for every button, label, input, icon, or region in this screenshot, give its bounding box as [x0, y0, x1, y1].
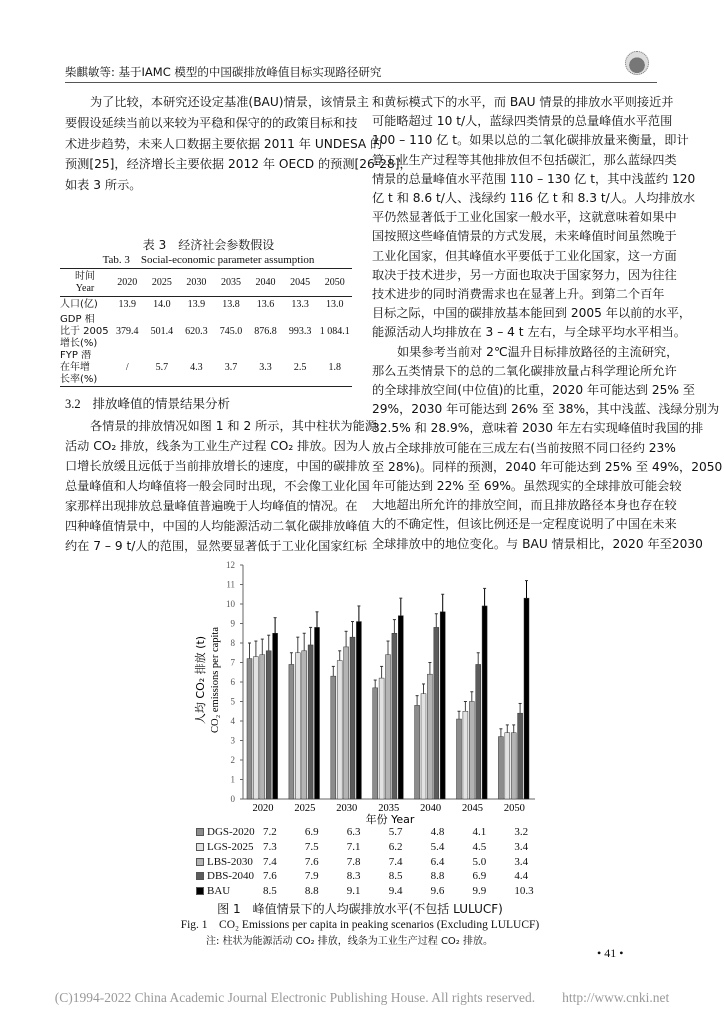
legend-series-name: LBS-2030 — [207, 855, 253, 868]
legend-value: 7.6 — [304, 855, 319, 868]
copyright-footer: (C)1994-2022 China Academic Journal Electronic Publishing House. All rights reserved. http://www.cnki.net — [54, 990, 670, 1005]
text-line: 总量峰值和人均峰值将一般会同时出现，不会像工业化国 — [65, 479, 370, 493]
bar-dbs-2040 — [308, 645, 313, 799]
legend-row — [196, 825, 536, 839]
text-line: 四种峰值情景中，中国的人均能源活动二氧化碳排放峰值 — [65, 519, 370, 533]
legend-value: 6.3 — [346, 826, 361, 838]
y-tick-label: 0 — [230, 794, 235, 804]
text-line: 年可能达到 22% 至 69%。虽然现实的全球排放可能会较 — [372, 479, 682, 493]
section-number: 3.2 — [65, 397, 81, 411]
figure-caption-cn: 图 1 峰值情景下的人均碳排放水平(不包括 LULUCF) — [217, 902, 503, 916]
text-line: 要假设延续当前以来较为平稳和保守的的政策目标和技 — [65, 115, 358, 130]
year-header-cn: 时间 — [75, 270, 95, 282]
x-tick-label: 2045 — [462, 803, 483, 814]
x-tick-label: 2040 — [420, 803, 442, 814]
table-cell: 4.3 — [190, 361, 203, 373]
bar-lgs-2025 — [295, 653, 300, 799]
table-cell: 876.8 — [254, 325, 277, 337]
bar-dgs-2020 — [415, 705, 420, 799]
text-line: 如果参考当前对 2℃温升目标排放路径的主流研究， — [397, 344, 679, 359]
text-line: 放占全球排放可能在三成左右(当前按照不同口径约 23% — [372, 440, 676, 455]
legend-row — [196, 869, 536, 883]
legend-series-name: DBS-2040 — [207, 870, 255, 883]
text-line: 可能略超过 10 t/人，蓝绿四类情景的总量峰值水平范围 — [372, 114, 673, 129]
bar-dbs-2040 — [476, 664, 481, 799]
x-tick-label: 2020 — [252, 803, 274, 814]
text-line: 平仍然显著低于工业化国家一般水平，这就意味着如果中 — [372, 210, 677, 225]
legend-row — [196, 884, 536, 898]
row-label-line: 比于 2005 — [60, 325, 109, 337]
table-cell: 1 084.1 — [319, 325, 350, 337]
legend-value: 3.2 — [514, 826, 529, 838]
text-line: 大的不确定性，但该比例还是一定程度说明了中国在未来 — [372, 517, 677, 532]
year-header-en: Year — [75, 282, 95, 294]
figure-note: 注: 柱状为能源活动 CO₂ 排放，线条为工业生产过程 CO₂ 排放。 — [206, 936, 493, 947]
table-cell: 3.7 — [224, 361, 238, 373]
legend-value: 9.6 — [430, 885, 445, 898]
legend-row — [196, 855, 536, 869]
bar-bau — [273, 633, 278, 799]
bar-dgs-2020 — [247, 659, 252, 799]
text-line: 和黄标模式下的水平，而 BAU 情景的排放水平则接近并 — [372, 95, 674, 109]
table-caption-cn: 表 3 经济社会参数假设 — [142, 238, 275, 252]
bar-lbs-2030 — [260, 655, 265, 799]
text-line: 至 28%)。同样的预测，2040 年可能达到 25% 至 49%，2050 — [372, 459, 723, 474]
table-cell: / — [125, 361, 129, 373]
bar-dgs-2020 — [373, 688, 378, 799]
legend-value: 6.9 — [304, 826, 319, 838]
year-column-header: 2050 — [324, 276, 345, 288]
legend-value: 7.4 — [263, 855, 277, 868]
x-tick-label: 2030 — [336, 803, 358, 814]
legend-value: 7.5 — [304, 840, 319, 853]
text-line: 工业化国家，但其峰值水平要低于工业化国家，这一方面 — [372, 248, 677, 263]
table-cell: 620.3 — [185, 325, 208, 337]
y-tick-label: 10 — [226, 599, 235, 609]
table-cell: 13.8 — [222, 299, 240, 311]
text-line: 目标之际，中国的碳排放基本能回到 2005 年以前的水平， — [372, 306, 692, 321]
bar-dgs-2020 — [457, 719, 462, 799]
text-line: 100 – 110 亿 t。如果以总的二氧化碳排放量来衡量，即计 — [372, 133, 689, 148]
y-tick-label: 11 — [226, 579, 235, 590]
text-line: 29%，2030 年可能达到 26% 至 38%，其中浅蓝、浅绿分别为 — [372, 402, 720, 417]
y-axis-title-cn: 人均 CO₂ 排放 (t) — [194, 635, 207, 725]
legend-value: 4.4 — [514, 870, 529, 883]
legend-value: 8.5 — [388, 870, 403, 883]
text-line: 那么五类情景下的总的二氧化碳排放量占科学理论所允许 — [372, 363, 677, 378]
year-column-header: 2045 — [290, 276, 311, 288]
bar-bau — [440, 612, 445, 799]
y-tick-label: 3 — [230, 735, 235, 746]
table-caption-en: Tab. 3 Social-economic parameter assumption — [102, 254, 315, 266]
legend-value: 5.0 — [472, 855, 487, 868]
bar-bau — [482, 606, 487, 799]
legend-value: 8.3 — [346, 870, 361, 883]
bar-bau — [524, 598, 529, 799]
text-line: 术进步趋势，未来人口数据主要依据 2011 年 UNDESA 的 — [65, 136, 383, 151]
bar-bau — [356, 622, 361, 799]
year-column-header: 2025 — [151, 276, 172, 288]
table-cell: 13.3 — [291, 299, 309, 311]
text-line: 活动 CO₂ 排放，线条为工业生产过程 CO₂ 排放。因为人 — [65, 439, 371, 453]
legend-series-name: BAU — [207, 885, 231, 898]
legend-value: 9.9 — [472, 885, 487, 898]
legend-swatch — [196, 843, 204, 851]
legend-value: 9.4 — [388, 885, 403, 898]
legend-value: 10.3 — [514, 885, 534, 898]
legend-value: 6.4 — [430, 855, 445, 868]
y-tick-label: 7 — [230, 657, 235, 668]
table-cell: 745.0 — [219, 325, 243, 337]
bar-lbs-2030 — [469, 702, 474, 800]
y-tick-label: 9 — [230, 618, 235, 629]
table-cell: 2.5 — [293, 361, 307, 373]
legend-value: 7.8 — [346, 855, 361, 868]
legend-swatch — [196, 872, 204, 880]
table-cell: 13.9 — [187, 299, 206, 311]
y-tick-label: 2 — [230, 755, 235, 765]
legend-value: 4.5 — [472, 840, 487, 853]
table-cell: 13.0 — [325, 299, 344, 311]
table-cell: 14.0 — [153, 299, 171, 311]
bar-dbs-2040 — [350, 637, 355, 799]
table-cell: 1.8 — [328, 361, 341, 373]
x-tick-label: 2035 — [378, 803, 400, 814]
row-label-line: 增长(%) — [60, 337, 98, 349]
text-line: 预测[25]，经济增长主要依据 2012 年 OECD 的预测[26-28]， — [65, 157, 412, 172]
row-label-line: 长率(%) — [60, 373, 98, 385]
legend-value: 4.1 — [472, 826, 487, 838]
legend-value: 5.7 — [388, 826, 403, 838]
row-label-line: 在年增 — [60, 361, 90, 373]
text-line: 全球排放中的地位变化。与 BAU 情景相比，2020 年至2030 — [372, 536, 703, 551]
text-line: 取决于技术进步，另一方面也取决于国家努力，因为往往 — [372, 267, 677, 282]
section-title: 排放峰值的情景结果分析 — [92, 396, 231, 411]
running-title: 柴麒敏等: 基于IAMC 模型的中国碳排放峰值目标实现路径研究 — [65, 65, 382, 79]
bar-lgs-2025 — [421, 694, 426, 799]
bar-lgs-2025 — [379, 678, 384, 799]
y-tick-label: 5 — [230, 696, 235, 707]
bar-dgs-2020 — [498, 737, 503, 799]
text-line: 国按照这些峰值情景的方式发展，未来峰值时间虽然晚于 — [372, 229, 677, 244]
legend-value: 8.8 — [430, 870, 445, 883]
row-label-line: FYP 潜 — [60, 349, 92, 361]
x-tick-label: 2025 — [294, 803, 316, 814]
legend-value: 5.4 — [430, 840, 445, 853]
bar-dbs-2040 — [518, 713, 523, 799]
legend-row — [196, 840, 536, 854]
bar-lbs-2030 — [386, 655, 391, 799]
text-line: 算工业生产过程等其他排放但不包括碳汇，那么蓝绿四类 — [372, 152, 677, 167]
year-column-header: 2030 — [186, 276, 207, 288]
table-cell: 13.9 — [118, 299, 137, 311]
legend-value: 8.8 — [304, 885, 319, 898]
bar-bau — [398, 616, 403, 799]
table-cell: 3.3 — [259, 361, 272, 373]
text-line: 口增长放缓且远低于当前排放增长的速度，中国的碳排放 — [65, 459, 370, 473]
legend-value: 9.1 — [346, 885, 361, 898]
y-axis-title-en: CO₂ emissions per capita — [210, 626, 221, 734]
table-cell: 501.4 — [150, 325, 174, 337]
y-tick-label: 4 — [230, 716, 235, 726]
text-line: 如表 3 所示。 — [65, 178, 142, 193]
text-line: 为了比较，本研究还设定基准(BAU)情景，该情景主 — [90, 95, 369, 109]
legend-value: 7.2 — [263, 826, 277, 838]
bar-bau — [315, 627, 320, 799]
text-line: 技术进步的同时消费需求也在显著上升。到第二个百年 — [372, 287, 665, 301]
text-line: 的全球排放空间(中位值)的比重，2020 年可能达到 25% 至 — [372, 383, 695, 397]
bar-dbs-2040 — [434, 627, 439, 799]
x-axis-title: 年份 Year — [365, 813, 415, 826]
text-line: 情景的总量峰值水平范围 110 – 130 亿 t，其中浅蓝约 120 — [372, 171, 696, 186]
bar-lbs-2030 — [302, 651, 307, 799]
text-line: 各情景的排放情况如图 1 和 2 所示，其中柱状为能源 — [90, 419, 377, 433]
page-number: • 41 • — [597, 946, 624, 960]
table-cell: 5.7 — [155, 361, 169, 373]
year-column-header: 2040 — [255, 276, 276, 288]
bar-lgs-2025 — [253, 657, 258, 799]
x-tick-label: 2050 — [503, 803, 525, 814]
row-label-line: 人口(亿) — [60, 299, 98, 311]
figure-caption-en: Fig. 1 CO₂ Emissions per capita in peaking scenarios (Excluding LULUCF) — [180, 919, 540, 931]
bar-lbs-2030 — [344, 647, 349, 799]
bar-dbs-2040 — [266, 651, 271, 799]
text-line: 大地超出所允许的排放空间，而且排放路径本身也存在较 — [372, 498, 677, 513]
year-column-header: 2020 — [117, 276, 138, 288]
y-tick-label: 8 — [230, 638, 235, 648]
bar-dgs-2020 — [331, 676, 336, 799]
text-line: 32.5% 和 28.9%，意味着 2030 年左右实现峰值时我国的排 — [372, 421, 704, 436]
legend-value: 7.4 — [388, 855, 403, 868]
y-tick-label: 6 — [230, 677, 235, 687]
text-line: 约在 7 – 9 t/人的范围，显然要显著低于工业化国家红标 — [65, 539, 367, 553]
bar-lgs-2025 — [505, 733, 510, 799]
legend-value: 7.9 — [304, 870, 319, 883]
legend-swatch — [196, 887, 204, 895]
y-tick-label: 12 — [226, 560, 235, 570]
row-label-line: GDP 相 — [60, 313, 95, 325]
legend-series-name: LGS-2025 — [207, 840, 254, 853]
legend-series-name: DGS-2020 — [207, 826, 255, 838]
bar-dgs-2020 — [289, 664, 294, 799]
text-line: 家那样出现排放总量峰值普遍晚于人均峰值的情况。在 — [65, 499, 358, 513]
year-column-header: 2035 — [220, 276, 241, 288]
bar-lbs-2030 — [427, 674, 432, 799]
legend-value: 8.5 — [263, 885, 277, 898]
table-cell: 993.3 — [288, 325, 312, 337]
bar-lgs-2025 — [337, 661, 342, 799]
legend-value: 7.3 — [263, 840, 277, 853]
bar-lbs-2030 — [511, 733, 516, 799]
legend-value: 7.1 — [346, 840, 361, 853]
legend-swatch — [196, 828, 204, 836]
legend-value: 7.6 — [263, 870, 277, 883]
legend-value: 6.2 — [388, 840, 403, 853]
bar-dbs-2040 — [392, 633, 397, 799]
text-line: 能源活动人均排放在 3 – 4 t 左右，与全球平均水平相当。 — [372, 325, 686, 340]
legend-value: 6.9 — [472, 870, 487, 883]
legend-value: 3.4 — [514, 855, 529, 868]
text-line: 亿 t 和 8.6 t/人、浅绿约 116 亿 t 和 8.3 t/人。人均排放水 — [372, 191, 696, 205]
legend-swatch — [196, 858, 204, 866]
table-cell: 13.6 — [256, 299, 275, 311]
legend-value: 4.8 — [430, 826, 445, 838]
y-tick-label: 1 — [230, 774, 235, 785]
legend-value: 3.4 — [514, 840, 529, 853]
table-cell: 379.4 — [116, 325, 139, 337]
bar-lgs-2025 — [463, 711, 468, 799]
